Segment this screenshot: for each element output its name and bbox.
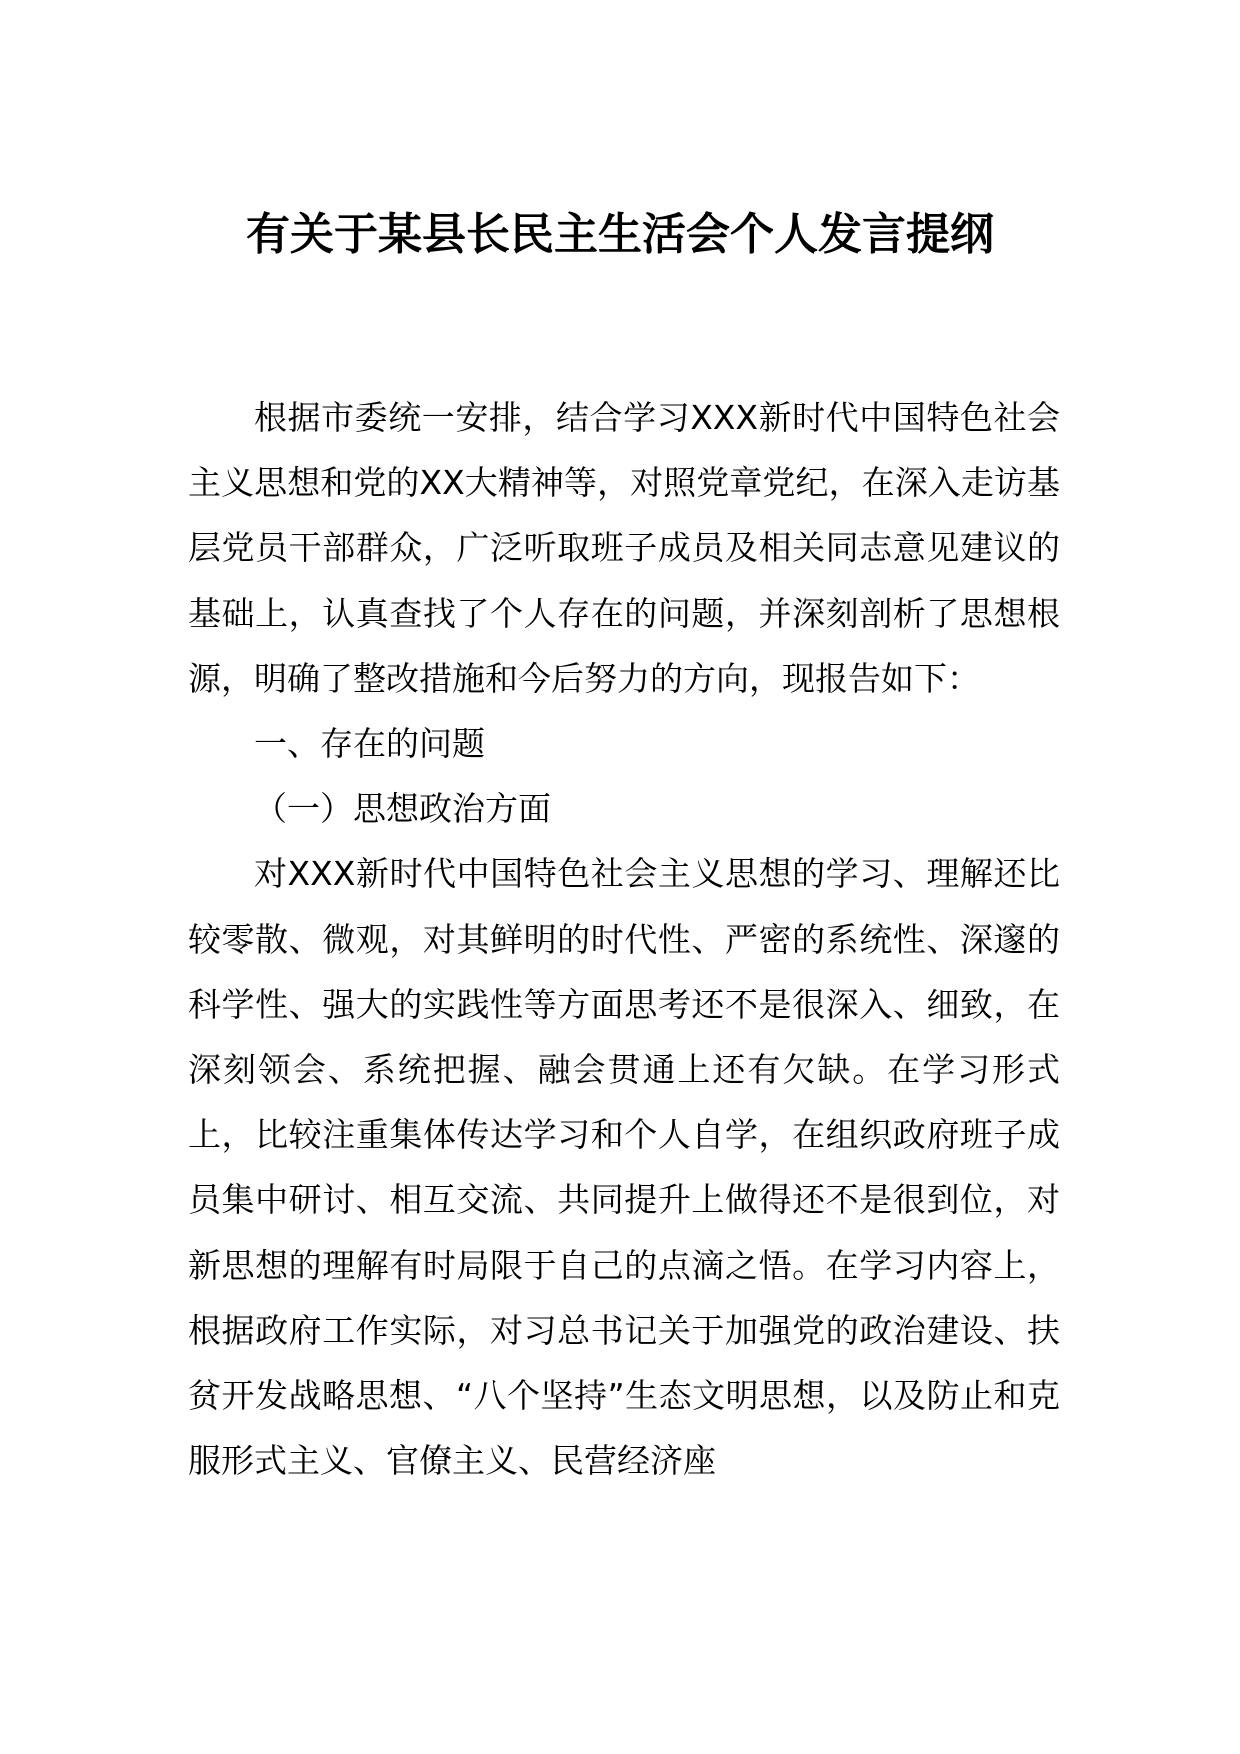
section-heading: 一、存在的问题	[254, 724, 485, 764]
document-title: 有关于某县长民主生活会个人发言提纲	[246, 209, 994, 260]
subsection-paragraph: 对XXX新时代中国特色社会主义思想的学习、理解还比较零散、微观，对其鲜明的时代性、严密的系统性、深邃的科学性、强大的实践性等方面思考还不是很深入、细致，在深刻领会、系统把握、融会贯通上还有欠缺。在学习形式上，比较注重集体传达学习和个人自学，在组织政府班子成员集中研讨、相互交流、共同提升上做得还不是很到位，对新思想的理解有时局限于自己的点滴之悟。在学习内容上，根据政府工作实际，对习总书记关于加强党的政治建设、扶贫开发战略思想、“八个坚持”生态文明思想，以及防止和克服形式主义、官僚主义、民营经济座	[188, 854, 1060, 1481]
subsection-heading: （一）思想政治方面	[254, 789, 551, 829]
document-body	[188, 385, 1060, 1493]
intro-paragraph: 根据市委统一安排，结合学习XXX新时代中国特色社会主义思想和党的XX大精神等，对照党章党纪，在深入走访基层党员干部群众，广泛听取班子成员及相关同志意见建议的基础上，认真查找了个人存在的问题，并深刻剖析了思想根源，明确了整改措施和今后努力的方向，现报告如下：	[188, 398, 1060, 698]
